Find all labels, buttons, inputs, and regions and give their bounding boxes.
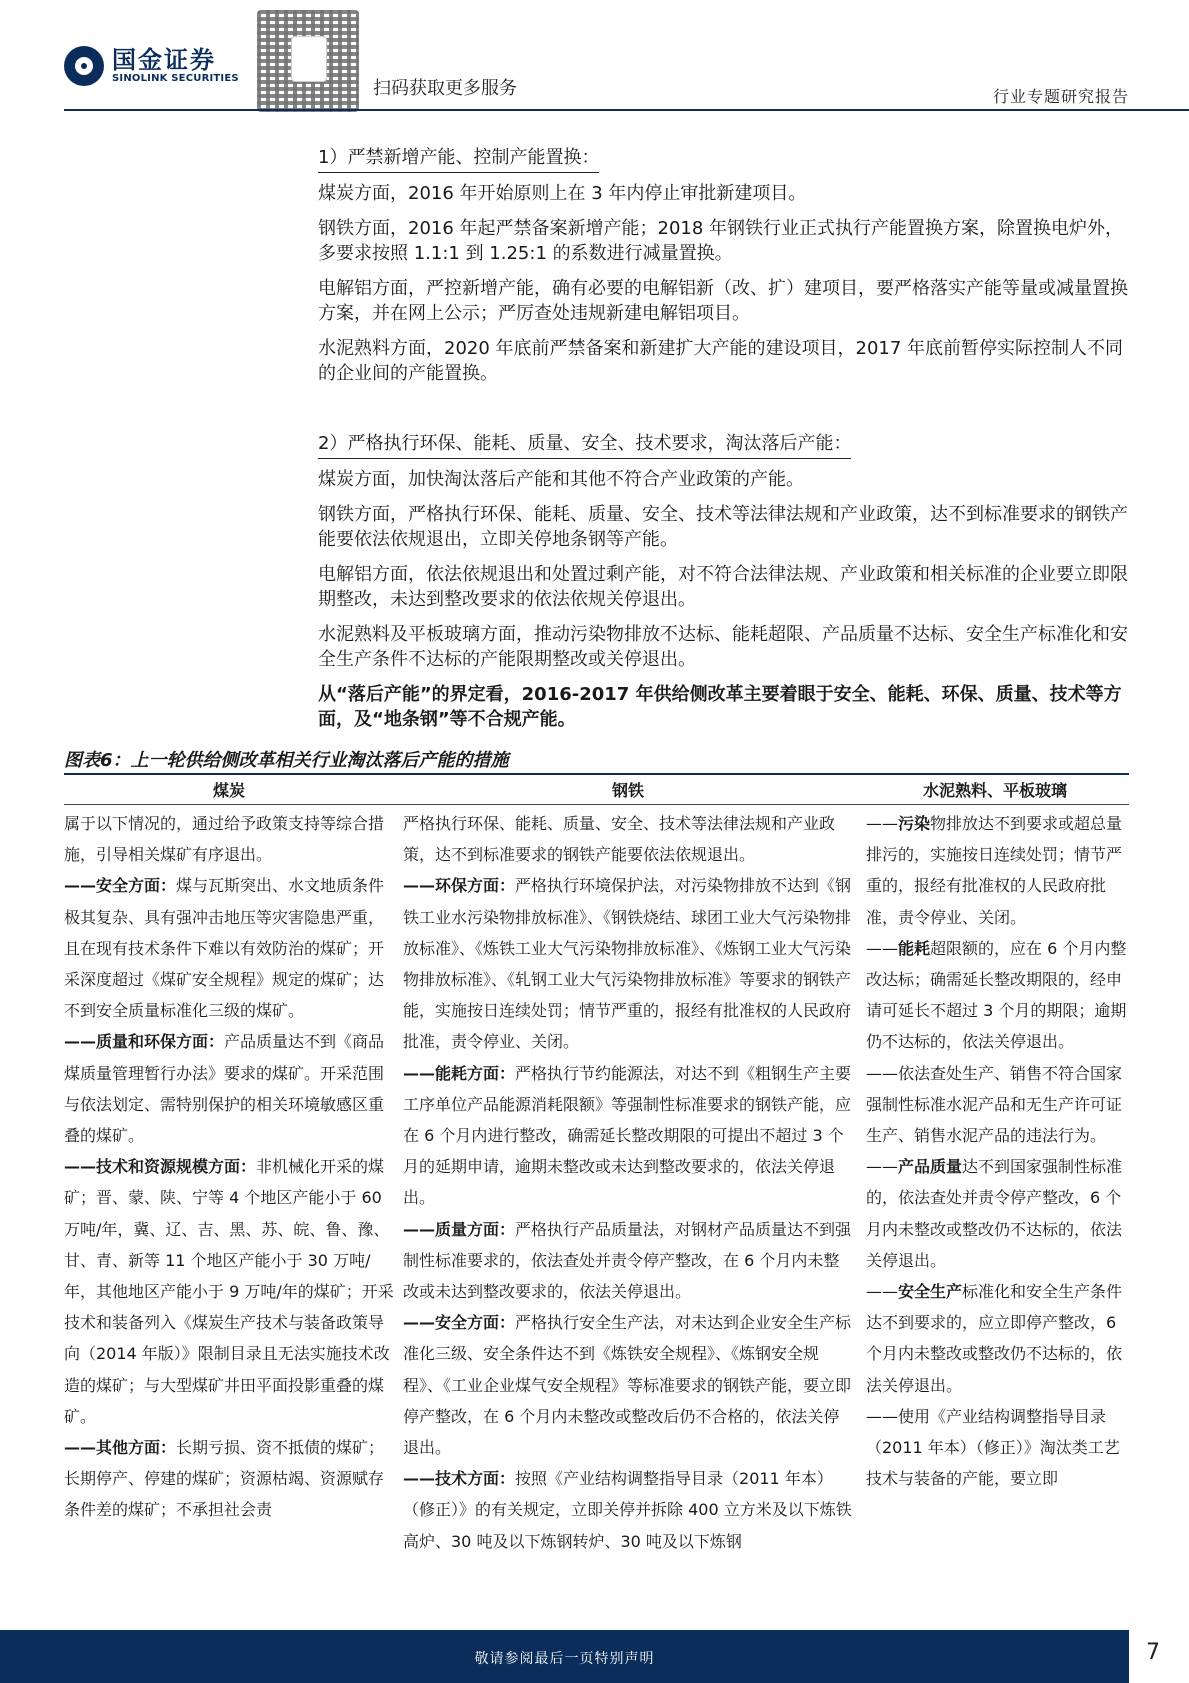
coal-tech-text: 非机械化开采的煤矿；晋、蒙、陕、宁等 4 个地区产能小于 60 万吨/年，冀、辽、吉、黑、苏、皖、鲁、豫、甘、青、新等 11 个地区产能小于 30 万吨/年，其他地区产能小于 9 万吨/年的煤矿；开采技术和装备列入《煤炭生产技术与装备政策导向（2014 年版）》限制目录且无法实施技术改造的煤矿；与大型煤矿井田平面投影重叠的煤矿。 [64,1157,394,1426]
report-type: 行业专题研究报告 [992,87,1129,106]
steel-quality-text: 严格执行产品质量法，对钢材产品质量达不到强制性标准要求的，依法查处并责令停产整改，在 6 个月内未整改或未达到整改要求的，依法关停退出。 [403,1219,852,1302]
cement-dash: —— [866,938,898,958]
figure-top-rule [64,773,1129,775]
cement-energy-label: 能耗 [898,938,931,958]
section-1-para: 煤炭方面，2016 年开始原则上在 3 年内停止审批新建项目。 [318,183,807,204]
footer-notice: 敬请参阅最后一页特别声明 [474,1651,655,1667]
section-2-para: 钢铁方面，严格执行环保、能耗、质量、安全、技术等法律法规和产业政策，达不到标准要求的钢铁产能要依法依规退出，立即关停地条钢等产能。 [318,504,1128,550]
page-number: 7 [1146,1640,1160,1665]
coal-intro: 属于以下情况的，通过给予政策支持等综合措施，引导相关煤矿有序退出。 [64,814,385,865]
cement-dash: —— [866,814,898,833]
steel-intro: 严格执行环保、能耗、质量、安全、技术等法律法规和产业政策，达不到标准要求的钢铁产能要依法依规退出。 [403,814,836,865]
section-1-para: 电解铝方面，严控新增产能，确有必要的电解铝新（改、扩）建项目，要严格落实产能等量或减量置换方案，并在网上公示；严厉查处违规新建电解铝项目。 [318,278,1128,324]
steel-quality-label: ——质量方面： [403,1219,516,1239]
coal-safety-text: 煤与瓦斯突出、水文地质条件极其复杂、具有强冲击地压等灾害隐患严重，且在现有技术条件下难以有效防治的煤矿；开采深度超过《煤矿安全规程》规定的煤矿；达不到安全质量标准化三级的煤矿。 [64,876,385,1021]
section-1-para: 钢铁方面，2016 年起严禁备案新增产能；2018 年钢铁行业正式执行产能置换方案，除置换电炉外，多要求按照 1.1:1 到 1.25:1 的系数进行减量置换。 [318,218,1124,264]
steel-safety-text: 严格执行安全生产法，对未达到企业安全生产标准化三级、安全条件达不到《炼铁安全规程》、《炼钢安全规程》、《工业企业煤气安全规程》等标准要求的钢铁产能，要立即停产整改，在 6 个月内未整改或整改后仍不合格的，依法关停退出。 [403,1313,852,1458]
steel-energy-label: ——能耗方面： [403,1063,516,1083]
steel-column [403,808,853,1557]
steel-env-label: ——环保方面： [403,876,516,896]
cement-pollution-label: 污染 [898,814,931,833]
cement-dash: —— [866,1282,898,1302]
coal-other-text: 长期亏损、资不抵债的煤矿；长期停产、停建的煤矿；资源枯竭、资源赋存条件差的煤矿；不承担社会责 [64,1438,385,1520]
figure-header-rule [64,804,1129,805]
steel-tech-label: ——技术方面： [403,1469,516,1489]
qr-caption: 扫码获取更多服务 [373,78,517,99]
coal-other-label: ——其他方面： [64,1438,177,1458]
cement-quality-label: 产品质量 [898,1157,963,1177]
steel-safety-label: ——安全方面： [403,1313,516,1333]
cement-pollution-text: 物排放达不到要求或超总量排污的，实施按日连续处罚；情节严重的，报经有批准权的人民政府批准，责令停业、关闭。 [866,814,1123,927]
section-1 [318,145,1130,386]
logo-en: SINOLINK SECURITIES [112,73,239,84]
cement-column [866,808,1130,1494]
logo-mark-icon [64,46,104,86]
cement-safety-label: 安全生产 [898,1282,963,1302]
steel-env-text: 严格执行环境保护法，对污染物排放不达到《钢铁工业水污染物排放标准》、《钢铁烧结、球团工业大气污染物排放标准》、《炼铁工业大气污染物排放标准》、《炼钢工业大气污染物排放标准》、《轧钢工业大气污染物排放标准》等要求的钢铁产能，实施按日连续处罚；情节严重的，报经有批准权的人民政府批准，责令停业、关闭。 [403,876,852,1052]
cement-safety-text: 标准化和安全生产条件达不到要求的，应立即停产整改，6 个月内未整改或整改仍不达标的，依法关停退出。 [866,1282,1123,1395]
coal-quality-label: ——质量和环保方面： [64,1032,225,1052]
section-2-heading: 2）严格执行环保、能耗、质量、安全、技术要求，淘汰落后产能： [318,431,851,459]
section-2-para: 电解铝方面，依法依规退出和处置过剩产能，对不符合法律法规、产业政策和相关标准的企业要立即限期整改，未达到整改要求的依法依规关停退出。 [318,564,1128,610]
section-1-para: 水泥熟料方面，2020 年底前严禁备案和新建扩大产能的建设项目，2017 年底前暂停实际控制人不同的企业间的产能置换。 [318,338,1124,384]
logo-cn: 国金证券 [112,46,216,74]
section-2 [318,431,1130,732]
sinolink-logo [64,46,239,86]
coal-safety-label: ——安全方面： [64,876,177,896]
cement-quality-text: 达不到国家强制性标准的，依法查处并责令停产整改，6 个月内未整改或整改仍不达标的，依法关停退出。 [866,1157,1123,1270]
qr-center-badge-icon [291,36,327,82]
section-2-para: 煤炭方面，加快淘汰落后产能和其他不符合产业政策的产能。 [318,469,804,490]
page-header [0,0,1189,110]
section-1-heading: 1）严禁新增产能、控制产能置换： [318,145,599,173]
figure-title: 图表6：上一轮供给侧改革相关行业淘汰落后产能的措施 [64,750,509,771]
col-header-cement: 水泥熟料、平板玻璃 [922,781,1067,800]
steel-energy-text: 严格执行节约能源法，对达不到《粗钢生产主要工序单位产品能源消耗限额》等强制性标准要求的钢铁产能，应在 6 个月内进行整改，确需延长整改期限的可提出不超过 3 个月的延期申请，逾期未整改或未达到整改要求的，依法关停退出。 [403,1063,852,1208]
coal-tech-label: ——技术和资源规模方面： [64,1157,257,1177]
steel-tech-text: 按照《产业结构调整指导目录（2011 年本）（修正）》的有关规定，立即关停并拆除 400 立方米及以下炼铁高炉、30 吨及以下炼钢转炉、30 吨及以下炼钢 [403,1469,852,1551]
cement-illegal-text: ——依法查处生产、销售不符合国家强制性标准水泥产品和无生产许可证生产、销售水泥产品的违法行为。 [866,1063,1123,1146]
cement-energy-text: 超限额的，应在 6 个月内整改达标；确需延长整改期限的，经申请可延长不超过 3 个月的期限；逾期仍不达标的，依法关停退出。 [866,938,1127,1052]
coal-column [64,808,394,1526]
coal-quality-text: 产品质量达不到《商品煤质量管理暂行办法》要求的煤矿。开采范围与依法划定、需特别保护的相关环境敏感区重叠的煤矿。 [64,1032,385,1146]
cement-dash: —— [866,1157,898,1177]
cement-tech-text: ——使用《产业结构调整指导目录（2011 年本）（修正）》淘汰类工艺技术与装备的产能，要立即 [866,1406,1120,1489]
col-header-coal: 煤炭 [212,781,245,800]
section-2-conclusion: 从“落后产能”的界定看，2016-2017 年供给侧改革主要着眼于安全、能耗、环保、质量、技术等方面，及“地条钢”等不合规产能。 [318,684,1122,730]
col-header-steel: 钢铁 [611,781,644,800]
section-2-para: 水泥熟料及平板玻璃方面，推动污染物排放不达标、能耗超限、产品质量不达标、安全生产标准化和安全生产条件不达标的产能限期整改或关停退出。 [318,624,1128,670]
header-divider [64,109,1189,111]
